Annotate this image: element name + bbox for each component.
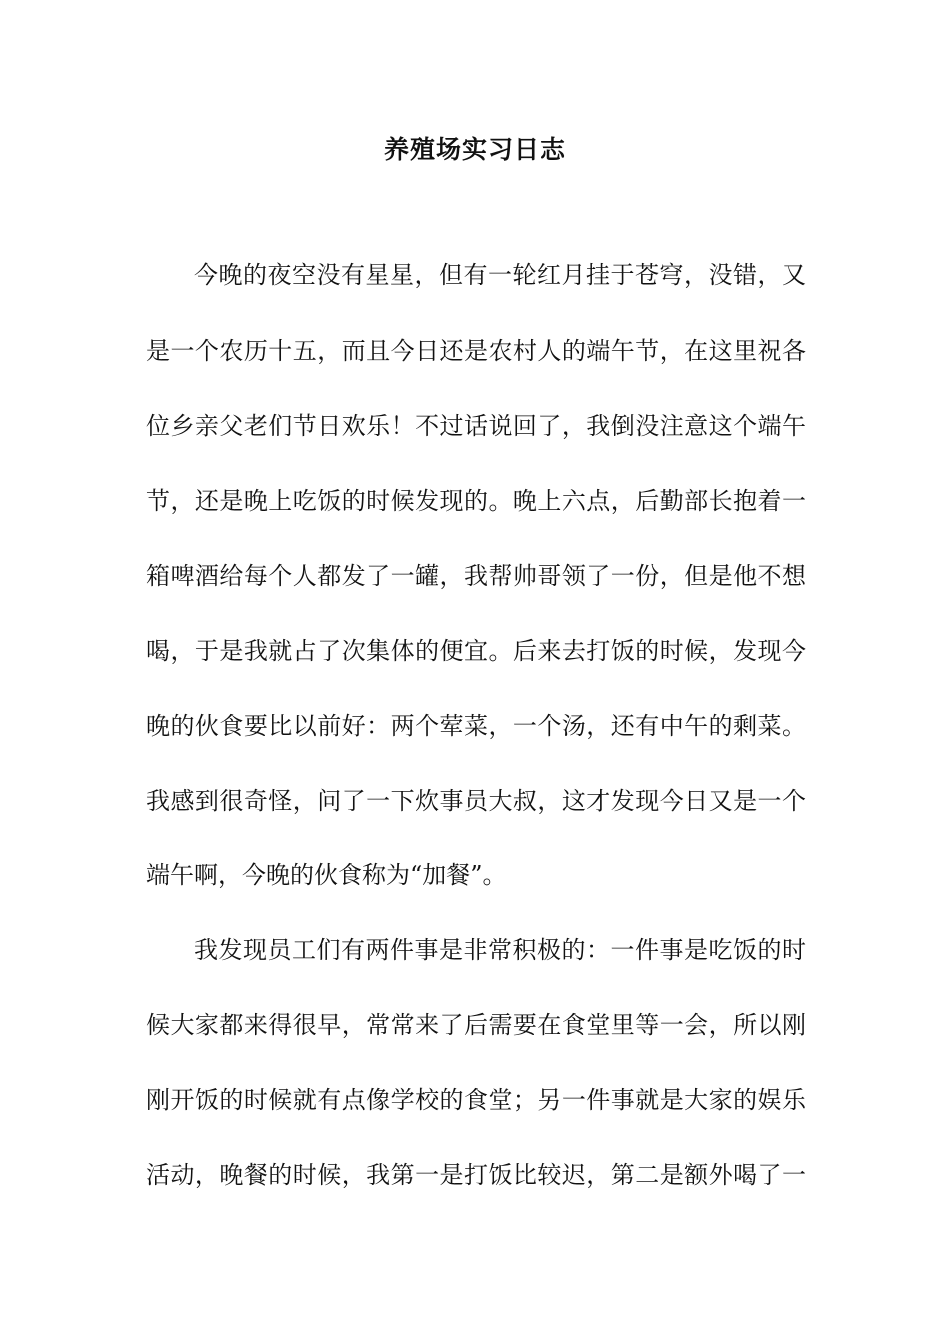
text-line: 端午啊，今晚的伙食称为“加餐”。 [146, 861, 507, 889]
text-line: 节，还是晚上吃饭的时候发现的。晚上六点，后勤部长抱着一 [146, 487, 806, 515]
text-line: 刚开饭的时候就有点像学校的食堂；另一件事就是大家的娱乐 [146, 1086, 806, 1114]
text-line: 箱啤酒给每个人都发了一罐，我帮帅哥领了一份，但是他不想 [146, 562, 806, 590]
text-line: 活动，晚餐的时候，我第一是打饭比较迟，第二是额外喝了一 [146, 1161, 806, 1189]
text-line: 位乡亲父老们节日欢乐！不过话说回了，我倒没注意这个端午 [146, 412, 806, 440]
text-line: 今晚的夜空没有星星，但有一轮红月挂于苍穹，没错，又 [194, 261, 806, 289]
text-line: 我发现员工们有两件事是非常积极的：一件事是吃饭的时 [194, 936, 806, 964]
text-line: 是一个农历十五，而且今日还是农村人的端午节，在这里祝各 [146, 337, 806, 365]
text-line: 我感到很奇怪，问了一下炊事员大叔，这才发现今日又是一个 [146, 787, 806, 815]
text-line: 候大家都来得很早，常常来了后需要在食堂里等一会，所以刚 [146, 1011, 806, 1039]
text-line: 喝，于是我就占了次集体的便宜。后来去打饭的时候，发现今 [146, 637, 806, 665]
document-title: 养殖场实习日志 [383, 135, 566, 164]
text-line: 晚的伙食要比以前好：两个荤菜，一个汤，还有中午的剩菜。 [146, 712, 806, 740]
